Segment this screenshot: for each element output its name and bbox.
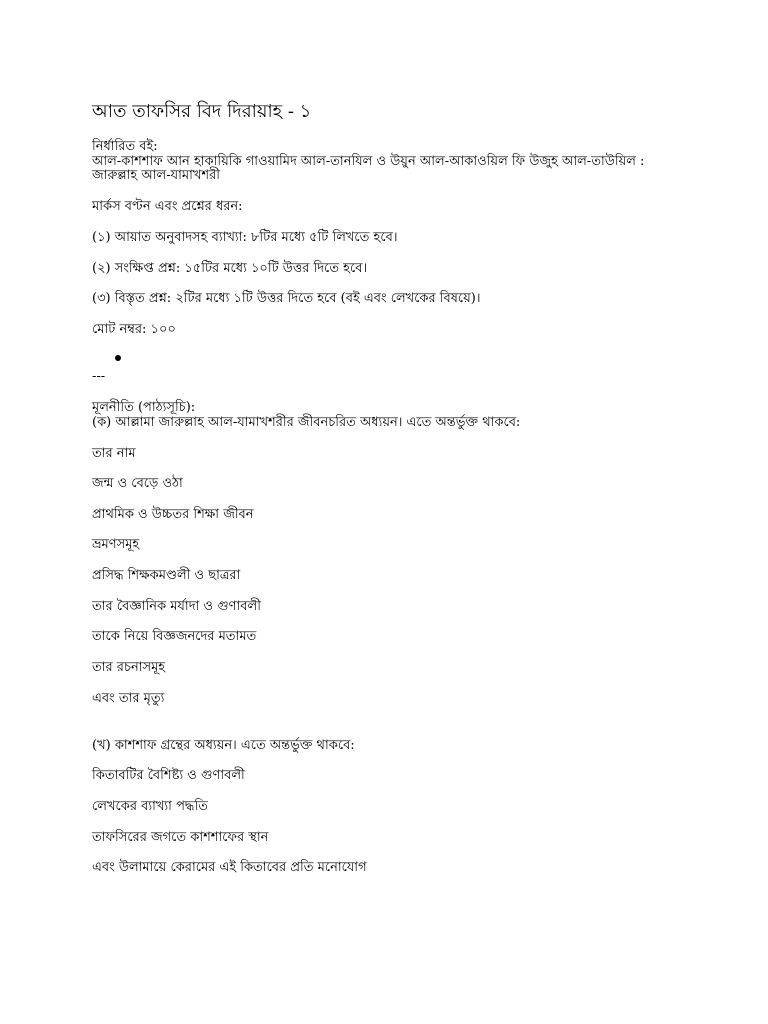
section-kha-item: লেখকের ব্যাখ্যা পদ্ধতি [92,799,208,814]
section-ka-heading: (ক) আল্লামা জারুল্লাহ আল-যামাখশরীর জীবনচরিত অধ্যয়ন। এতে অন্তর্ভুক্ত থাকবে: [92,415,521,430]
document-title: আত তাফসির বিদ দিরায়াহ - ১ [92,101,312,122]
bullet-icon [115,355,121,361]
section-ka-item: জন্ম ও বেড়ে ওঠা [92,476,183,491]
section-ka-item: তার নাম [92,446,136,461]
section-ka-item: প্রসিদ্ধ শিক্ষকমণ্ডলী ও ছাত্ররা [92,568,241,583]
book-author-line: জারুল্লাহ আল-যামাখশরী [92,168,220,183]
marks-item: (১) আয়াত অনুবাদসহ ব্যাখ্যা: ৮টির মধ্যে ৫টি লিখতে হবে। [92,230,398,245]
section-ka-item: ভ্রমণসমূহ [92,537,140,552]
section-kha-item: কিতাবটির বৈশিষ্ট্য ও গুণাবলী [92,768,245,783]
syllabus-heading: মূলনীতি (পাঠ্যসূচি): [92,400,196,415]
section-kha-item: এবং উলামায়ে কেরামের এই কিতাবের প্রতি মনোযোগ [92,860,367,875]
section-ka-item: তাকে নিয়ে বিজ্ঞজনদের মতামত [92,629,257,644]
section-ka-item: তার বৈজ্ঞানিক মর্যাদা ও গুণাবলী [92,599,261,614]
separator: --- [92,369,106,384]
marks-heading: মার্কস বণ্টন এবং প্রশ্নের ধরন: [92,199,243,214]
section-ka-item: এবং তার মৃত্যু [92,691,165,706]
section-kha-heading: (খ) কাশশাফ গ্রন্থের অধ্যয়ন। এতে অন্তর্ভুক্ত থাকবে: [92,738,355,753]
section-ka-item: তার রচনাসমূহ [92,660,166,675]
marks-item: (৩) বিস্তৃত প্রশ্ন: ২টির মধ্যে ১টি উত্তর দিতে হবে (বই এবং লেখকের বিষয়ে)। [92,291,481,306]
total-marks: মোট নম্বর: ১০০ [92,322,176,337]
marks-item: (২) সংক্ষিপ্ত প্রশ্ন: ১৫টির মধ্যে ১০টি উত্তর দিতে হবে। [92,261,368,276]
book-heading: নির্ধারিত বই: [92,139,158,154]
section-kha-item: তাফসিরের জগতে কাশশাফের স্থান [92,830,269,845]
section-ka-item: প্রাথমিক ও উচ্চতর শিক্ষা জীবন [92,507,254,522]
book-title-line-1: আল-কাশশাফ আন হাকায়িকি গাওয়ামিদ আল-তানযিল ও উয়ুন আল-আকাওয়িল ফি উজুহ আল-তাউয়িল : [92,154,645,169]
